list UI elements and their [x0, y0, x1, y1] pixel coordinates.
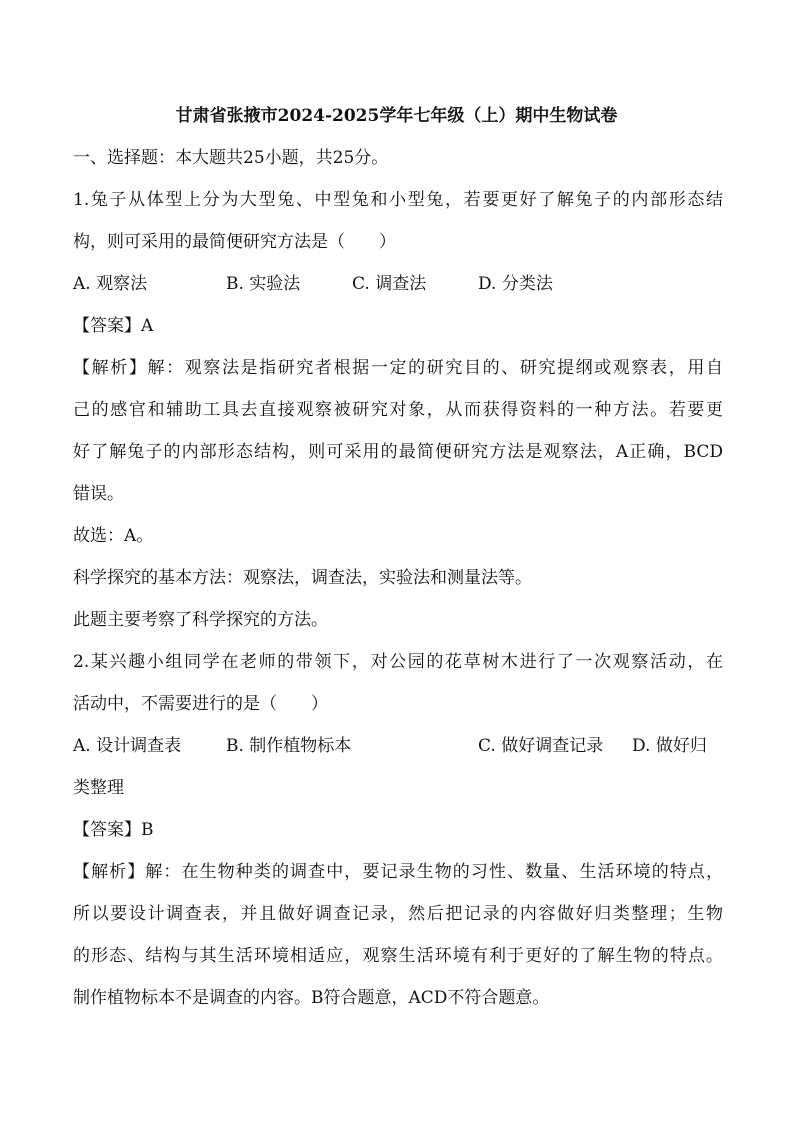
question-2-stem-line-1: 2.某兴趣小组同学在老师的带领下，对公园的花草树木进行了一次观察活动，在	[73, 652, 723, 672]
exam-title: 甘肃省张掖市2024-2025学年七年级（上）期中生物试卷	[175, 106, 618, 126]
question-1-option-b: B. 实验法	[226, 274, 301, 294]
question-2-option-b: B. 制作植物标本	[226, 736, 352, 756]
question-2-option-d-continued: 类整理	[73, 778, 124, 798]
section-heading: 一、选择题：本大题共25小题，共25分。	[73, 148, 389, 168]
question-1-note-2: 此题主要考察了科学探究的方法。	[73, 610, 328, 630]
question-1-analysis-line-3: 好了解兔子的内部形态结构，则可采用的最简便研究方法是观察法，A正确，BCD	[73, 442, 723, 462]
question-2-analysis-line-4: 制作植物标本不是调查的内容。B符合题意，ACD不符合题意。	[73, 988, 550, 1008]
question-2-analysis-line-2: 所以要设计调查表，并且做好调查记录，然后把记录的内容做好归类整理；生物	[73, 904, 723, 924]
question-1-answer: 【答案】A	[73, 316, 154, 336]
question-2-option-d: D. 做好归	[632, 736, 707, 756]
question-1-note-1: 科学探究的基本方法：观察法，调查法，实验法和测量法等。	[73, 568, 532, 588]
question-1-stem-line-2: 构，则可采用的最简便研究方法是（ ）	[73, 232, 396, 252]
question-1-option-c: C. 调查法	[352, 274, 427, 294]
question-2-answer: 【答案】B	[73, 820, 154, 840]
question-1-analysis-line-4: 错误。	[73, 484, 124, 504]
question-1-stem-line-1: 1.兔子从体型上分为大型兔、中型兔和小型兔，若要更好了解兔子的内部形态结	[73, 190, 723, 210]
question-1-analysis-line-2: 己的感官和辅助工具去直接观察被研究对象，从而获得资料的一种方法。若要更	[73, 400, 723, 420]
question-2-stem-line-2: 活动中，不需要进行的是（ ）	[73, 694, 328, 714]
question-1-option-a: A. 观察法	[73, 274, 148, 294]
question-1-choice: 故选：A。	[73, 526, 154, 546]
question-1-option-d: D. 分类法	[478, 274, 553, 294]
question-2-analysis-line-3: 的形态、结构与其生活环境相适应，观察生活环境有利于更好的了解生物的特点。	[73, 946, 723, 966]
question-2-option-c: C. 做好调查记录	[478, 736, 604, 756]
question-2-option-a: A. 设计调查表	[73, 736, 182, 756]
question-1-analysis-line-1: 【解析】解：观察法是指研究者根据一定的研究目的、研究提纲或观察表，用自	[73, 358, 723, 378]
question-2-analysis-line-1: 【解析】解：在生物种类的调查中，要记录生物的习性、数量、生活环境的特点，	[73, 862, 723, 882]
